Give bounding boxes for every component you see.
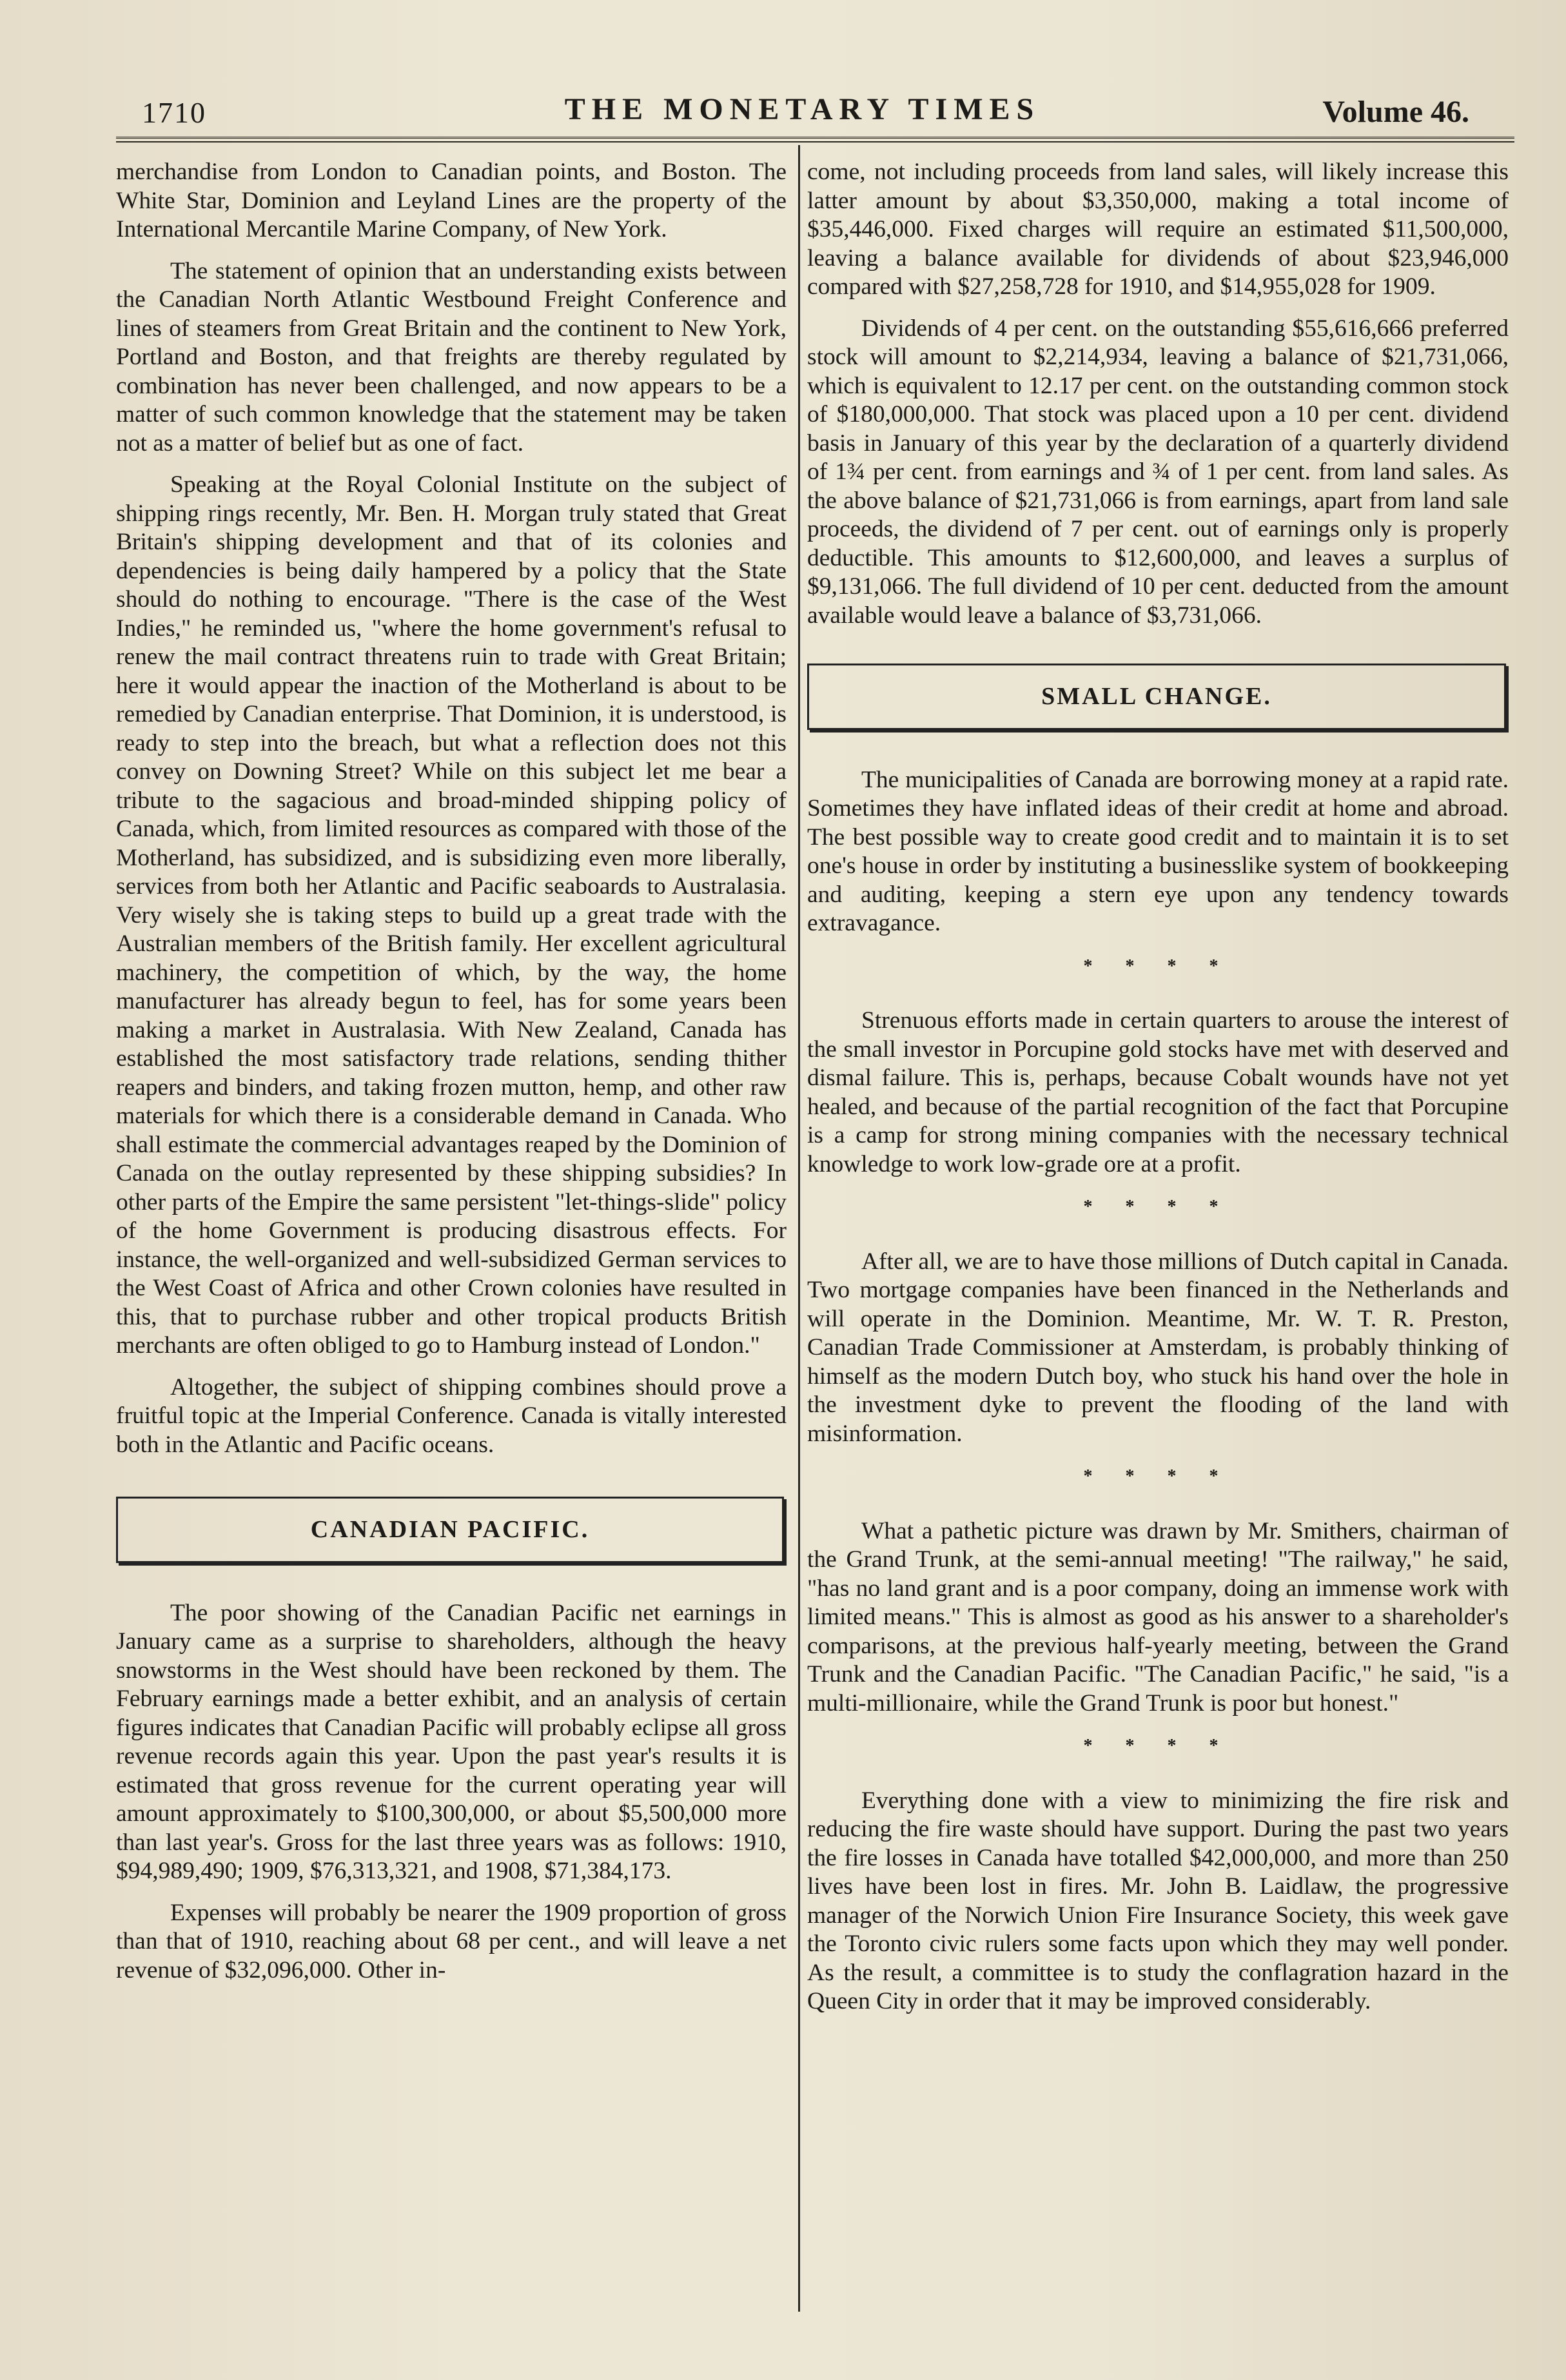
section-heading-canadian-pacific: CANADIAN PACIFIC.	[116, 1497, 784, 1563]
page-number: 1710	[142, 96, 206, 129]
paragraph: The statement of opinion that an understanding exists between the Canadian North Atlantic Westbound Freight Conference and lines of steamers from Great Britain and the continent to New York, Portland and Boston, and that freights are thereby regulated by combination has never been challenged, and now appears to be a matter of such common knowledge that the statement may be taken not as a matter of belief but as one of fact.	[116, 257, 787, 457]
journal-title: THE MONETARY TIMES	[564, 92, 1041, 126]
small-change-item: Everything done with a view to minimizing the fire risk and reducing the fire waste should have support. During the past two years the fire losses in Canada have totalled $42,000,000, and more than 250 lives have been lost in fires. Mr. John B. Laidlaw, the progressive manager of the Norwich Union Fire Insurance Society, this week gave the Toronto civic rulers some facts upon which they may well ponder. As the result, a committee is to study the conflagration hazard in the Queen City in order that it may be improved considerably.	[807, 1787, 1509, 2014]
small-change-item: What a pathetic picture was drawn by Mr. Smithers, chairman of the Grand Trunk, at the semi-annual meeting! "The railway," he said, "has no land grant and is a poor company, doing an immense work with limited means." This is almost as good as his answer to a shareholder's comparisons, at the previous half-yearly meeting, between the Grand Trunk and the Canadian Pacific. "The Canadian Pacific," he said, "is a multi-millionaire, while the Grand Trunk is poor but honest."	[807, 1517, 1509, 1716]
paragraph: Altogether, the subject of shipping combines should prove a fruitful topic at the Imperial Conference. Canada is vitally interested both in the Atlantic and Pacific oceans.	[116, 1373, 787, 1458]
section-heading-small-change: SMALL CHANGE.	[807, 664, 1506, 730]
right-column	[807, 158, 1509, 2029]
paragraph: Speaking at the Royal Colonial Institute on the subject of shipping rings recently, Mr. Ben. H. Morgan truly stated that Great Britain's shipping development and that of its colonies and dependencies is being daily hampered by a policy that the State should do nothing to encourage. "There is the case of the West Indies," he reminded us, "where the home government's refusal to renew the mail contract threatens ruin to trade with Great Britain; here it would appear the inaction of the Motherland is about to be remedied by Canadian enterprise. That Dominion, it is understood, is ready to step into the breach, but what a reflection does not this convey on Downing Street? While on this subject let me bear a tribute to the sagacious and broad-minded shipping policy of Canada, which, from limited resources as compared with those of the Motherland, has subsidized, and is subsidizing even more liberally, services from both her Atlantic and Pacific seaboards to Australasia. Very wisely she is taking steps to build up a great trade with the Australian members of the British family. Her excellent agricultural machinery, the competition of which, by the way, the home manufacturer has already begun to feel, has for some years been making a market in Australasia. With New Zealand, Canada has established the most satisfactory trade relations, sending thither reapers and binders, and taking frozen mutton, hemp, and other raw materials for which there is a considerable demand in Canada. Who shall estimate the commercial advantages reaped by the Dominion of Canada on the outlay represented by these shipping subsidies? In other parts of the Empire the same persistent "let-things-slide" policy of the home Government is producing disastrous effects. For instance, the well-organized and well-subsidized German services to the West Coast of Africa and other Crown colonies have resulted in this, that to purchase rubber and other tropical products British merchants are often obliged to go to Hamburg instead of London."	[116, 471, 787, 1359]
separator-stars: * * * *	[1083, 1736, 1233, 1756]
separator-stars: * * * *	[1083, 956, 1233, 976]
separator-stars: * * * *	[1083, 1466, 1233, 1486]
paragraph: come, not including proceeds from land sales, will likely increase this latter amount by about $3,350,000, making a total income of $35,446,000. Fixed charges will require an estimated $11,500,000, leaving a balance available for dividends of about $23,946,000 compared with $27,258,728 for 1910, and $14,955,028 for 1909.	[807, 159, 1509, 300]
volume-label: Volume 46.	[1322, 95, 1469, 129]
left-column	[116, 158, 787, 1998]
paragraph: Dividends of 4 per cent. on the outstanding $55,616,666 preferred stock will amount to $2,214,934, leaving a balance of $21,731,066, which is equivalent to 12.17 per cent. on the outstanding common stock of $180,000,000. That stock was placed upon a 10 per cent. dividend basis in January of this year by the declaration of a quarterly dividend of 1¾ per cent. from earnings and ¾ of 1 per cent. from land sales. As the above balance of $21,731,066 is from earnings, apart from land sale proceeds, the dividend of 7 per cent. out of earnings only is properly deductible. This amounts to $12,600,000, and leaves a surplus of $9,131,066. The full dividend of 10 per cent. deducted from the amount available would leave a balance of $3,731,066.	[807, 315, 1509, 629]
small-change-item: The municipalities of Canada are borrowing money at a rapid rate. Sometimes they have inflated ideas of their credit at home and abroad. The best possible way to create good credit and to maintain it is to set one's house in order by instituting a businesslike system of bookkeeping and auditing, keeping a stern eye upon any tendency towards extravagance.	[807, 766, 1509, 936]
small-change-item: Strenuous efforts made in certain quarters to arouse the interest of the small investor in Porcupine gold stocks have met with deserved and dismal failure. This is, perhaps, because Cobalt wounds have not yet healed, and because of the partial recognition of the fact that Porcupine is a camp for strong mining companies with the necessary technical knowledge to work low-grade ore at a profit.	[807, 1007, 1509, 1177]
column-divider	[798, 145, 800, 2312]
paragraph: Expenses will probably be nearer the 1909 proportion of gross than that of 1910, reaching about 68 per cent., and will leave a net revenue of $32,096,000. Other in-	[116, 1899, 787, 1983]
page-header	[116, 89, 1489, 128]
paragraph: merchandise from London to Canadian points, and Boston. The White Star, Dominion and Leyland Lines are the property of the International Mercantile Marine Company, of New York.	[116, 159, 787, 242]
header-rule	[116, 137, 1514, 143]
paragraph: The poor showing of the Canadian Pacific net earnings in January came as a surprise to shareholders, although the heavy snowstorms in the West should have been reckoned by them. The February earnings made a better exhibit, and an analysis of certain figures indicates that Canadian Pacific will probably eclipse all gross revenue records again this year. Upon the past year's results it is estimated that gross revenue for the current operating year will amount approximately to $100,300,000, or about $5,500,000 more than last year's. Gross for the last three years was as follows: 1910, $94,989,490; 1909, $76,313,321, and 1908, $71,384,173.	[116, 1599, 787, 1884]
small-change-item: After all, we are to have those millions of Dutch capital in Canada. Two mortgage companies have been financed in the Netherlands and will operate in the Dominion. Meantime, Mr. W. T. R. Preston, Canadian Trade Commissioner at Amsterdam, is probably thinking of himself as the modern Dutch boy, who stuck his hand over the hole in the investment dyke to prevent the flooding of the land with misinformation.	[807, 1248, 1509, 1447]
separator-stars: * * * *	[1083, 1197, 1233, 1217]
